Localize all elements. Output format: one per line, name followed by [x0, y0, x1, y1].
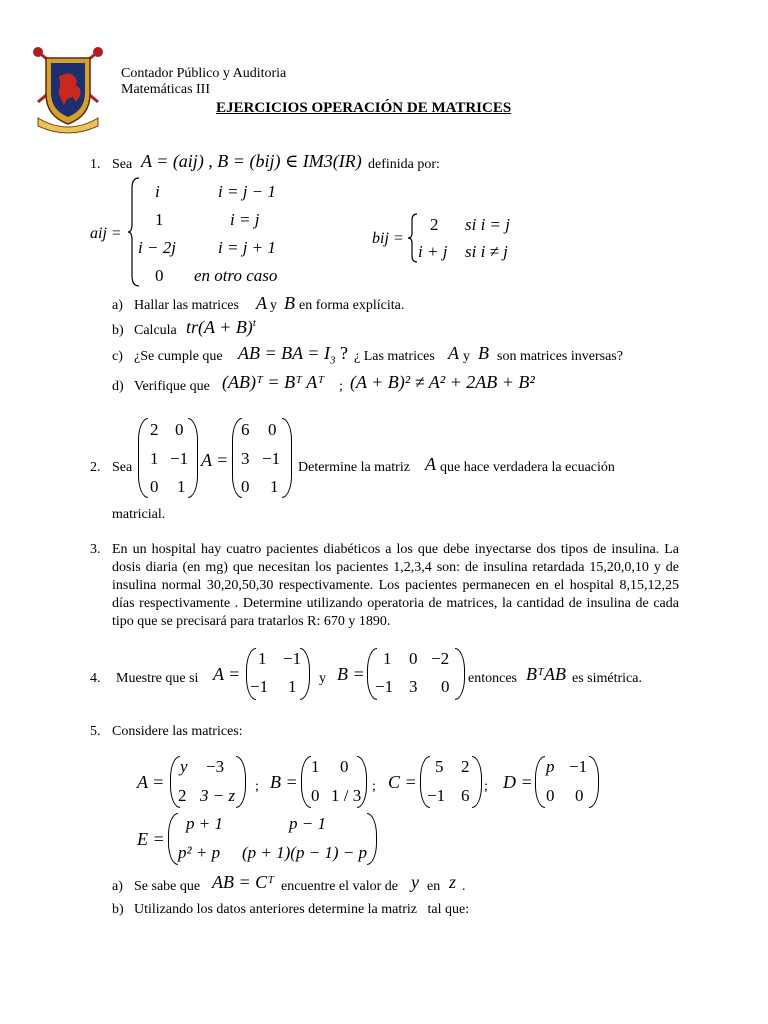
- ex2-text1: Determine la matriz: [298, 460, 410, 475]
- ex4-A-cell: −1: [250, 677, 269, 696]
- ex1-definition-expression: A = (aij) , B = (bij) ∈ IM3(IR): [141, 151, 362, 171]
- ex2-text3: matricial.: [112, 507, 166, 522]
- ex5-item-a-z: z: [449, 872, 457, 892]
- ex1-item-d-text: Verifique que: [134, 379, 210, 394]
- ex1-definida: definida por:: [368, 157, 440, 172]
- ex1-item-c-B: B: [478, 343, 489, 363]
- ex5-E-cell: p + 1: [186, 814, 223, 833]
- bij-row1-value: 2: [430, 215, 439, 234]
- ex2-m1-right-paren: [188, 418, 198, 498]
- ex2-m1-cell: 1: [177, 477, 186, 496]
- ex1-item-c-text3: son matrices inversas?: [497, 349, 623, 364]
- ex5-item-a-text2: encuentre el valor de: [281, 879, 398, 894]
- ex1-item-a-y: y: [270, 298, 277, 313]
- page-title: EJERCICIOS OPERACIÓN DE MATRICES: [216, 100, 512, 116]
- ex2-A: A: [425, 454, 436, 474]
- ex2-m1-cell: 0: [175, 420, 184, 439]
- ex5-C-label: C =: [388, 772, 417, 792]
- ex5-sep: ;: [484, 779, 488, 794]
- ex2-m1-cell: −1: [170, 449, 189, 468]
- ex5-D-left-paren: [535, 756, 545, 808]
- ex4-B-cell: −2: [431, 649, 450, 668]
- aij-row4-cond: en otro caso: [194, 266, 278, 285]
- ex4-text3: es simétrica.: [572, 671, 642, 686]
- university-seal-logo: [32, 44, 104, 134]
- ex5-D-right-paren: [589, 756, 599, 808]
- ex5-A-label: A =: [137, 772, 165, 792]
- ex4-A-cell: 1: [288, 677, 297, 696]
- ex5-E-cell: p − 1: [289, 814, 326, 833]
- ex2-sea: Sea: [112, 460, 133, 475]
- ex5-E-cell: p² + p: [178, 843, 221, 862]
- ex5-sep: ;: [372, 779, 376, 794]
- ex2-m1-cell: 2: [150, 420, 159, 439]
- ex1-item-a-B: B: [284, 293, 295, 313]
- ex5-E-cell: (p + 1)(p − 1) − p: [242, 843, 368, 862]
- ex2-m1-cell: 1: [150, 449, 159, 468]
- subject-name: Matemáticas III: [121, 82, 211, 97]
- ex2-m1-left-paren: [138, 418, 148, 498]
- ex5-B-cell: 0: [311, 786, 320, 805]
- aij-row4-value: 0: [155, 266, 164, 285]
- ex5-E-left-paren: [168, 813, 178, 865]
- ex1-item-b-letter: b): [112, 323, 124, 338]
- ex5-A-cell: y: [180, 757, 188, 776]
- ex1-item-b-text: Calcula: [134, 323, 177, 338]
- aij-row2-value: 1: [155, 210, 164, 229]
- ex5-C-right-paren: [472, 756, 482, 808]
- ex5-C-cell: 6: [461, 786, 470, 805]
- ex5-text: Considere las matrices:: [112, 724, 243, 739]
- ex1-item-c-y: y: [463, 349, 470, 364]
- aij-row3-cond: i = j + 1: [218, 238, 276, 257]
- ex5-D-cell: p: [546, 757, 555, 776]
- bij-row2-cond: si i ≠ j: [465, 242, 508, 261]
- aij-brace: [128, 176, 140, 288]
- ex1-item-b-expr: $tr(A + B)^t$: [186, 317, 256, 337]
- bij-brace: [408, 212, 418, 264]
- ex5-D-cell: 0: [546, 786, 555, 805]
- ex4-B-cell: 1: [383, 649, 392, 668]
- ex5-item-a-text1: Se sabe que: [134, 879, 201, 894]
- bij-row1-cond: si i = j: [465, 215, 511, 234]
- ex5-B-label: B =: [270, 772, 298, 792]
- ex4-B-cell: 0: [441, 677, 450, 696]
- ex1-item-d-expr2: (A + B)² ≠ A² + 2AB + B²: [350, 372, 535, 392]
- ex1-sea: Sea: [112, 157, 133, 172]
- ex5-item-b-letter: b): [112, 902, 124, 917]
- ex5-A-cell: 3 − z: [200, 786, 236, 805]
- ex3-number: 3.: [90, 542, 101, 557]
- ex5-A-cell: 2: [178, 786, 187, 805]
- ex2-m2-cell: 1: [270, 477, 279, 496]
- ex2-m2-cell: 6: [241, 420, 250, 439]
- ex4-A-right-paren: [300, 648, 310, 700]
- ex4-text1: Muestre que si: [116, 671, 199, 686]
- ex1-item-a-A: A: [256, 293, 267, 313]
- bij-row2-value: i + j: [418, 242, 448, 261]
- ex4-B-cell: −1: [375, 677, 394, 696]
- ex5-item-a-expr: AB = Cᵀ: [212, 872, 275, 892]
- ex5-E-right-paren: [367, 813, 377, 865]
- ex2-m2-cell: 0: [241, 477, 250, 496]
- aij-row1-cond: i = j − 1: [218, 182, 276, 201]
- ex4-A-label: A =: [213, 664, 241, 684]
- ex1-item-c-text2: ¿ Las matrices: [354, 349, 435, 364]
- ex5-C-cell: 5: [435, 757, 444, 776]
- ex2-a-equals: A =: [201, 450, 229, 470]
- ex5-A-right-paren: [236, 756, 246, 808]
- ex2-m2-right-paren: [282, 418, 292, 498]
- ex4-B-cell: 3: [409, 677, 418, 696]
- ex5-B-cell: 1 / 3: [331, 786, 362, 805]
- ex1-item-d-sep: ;: [339, 379, 343, 394]
- ex1-item-a-text1: Hallar las matrices: [134, 298, 239, 313]
- ex5-D-cell: −1: [569, 757, 588, 776]
- ex1-item-a-letter: a): [112, 298, 123, 313]
- ex5-sep: ;: [255, 779, 259, 794]
- ex5-A-cell: −3: [206, 757, 225, 776]
- ex1-item-a-text2: en forma explícita.: [299, 298, 405, 313]
- ex5-B-right-paren: [357, 756, 367, 808]
- ex2-m1-cell: 0: [150, 477, 159, 496]
- ex5-C-cell: 2: [461, 757, 470, 776]
- ex1-item-c-text1: ¿Se cumple que: [134, 349, 223, 364]
- ex5-D-label: D =: [503, 772, 533, 792]
- ex1-number: 1.: [90, 157, 101, 172]
- ex5-E-label: E =: [137, 829, 165, 849]
- ex3-text: En un hospital hay cuatro pacientes diabéticos a los que debe inyectarse dos tipos de insulina. La dosis diaria (en mg) que necesitan los pacientes 1,2,3,4 son: de insulina retardada 15,20,0,10 y de insulina normal 30,20,50,30 respectivamente. Los pacientes permanecen en el hospital 8,15,12,25 días respectivamente . Determine utilizando operatoria de matrices, la cantidad de insulina de cada tipo que se precisará para tratarlos R: 670 y 1890.: [112, 542, 679, 629]
- ex5-item-a-dot: .: [462, 879, 466, 894]
- ex4-B-cell: 0: [409, 649, 418, 668]
- ex2-text2: que hace verdadera la ecuación: [440, 460, 615, 475]
- ex5-item-a-y: y: [411, 872, 419, 892]
- ex4-text2: entonces: [468, 671, 517, 686]
- ex2-m2-cell: −1: [262, 449, 281, 468]
- aij-row2-cond: i = j: [230, 210, 260, 229]
- ex5-item-a-letter: a): [112, 879, 123, 894]
- ex1-item-c-expr: AB = BA = $I_3$ ?: [238, 343, 348, 367]
- ex1-item-d-expr1: (AB)ᵀ = Bᵀ Aᵀ: [222, 372, 325, 392]
- aij-label: aij =: [90, 225, 122, 242]
- ex5-item-a-en: en: [427, 879, 441, 894]
- ex1-item-d-letter: d): [112, 379, 124, 394]
- ex5-item-b-text: Utilizando los datos anteriores determine la matriz tal que:: [134, 902, 470, 917]
- ex4-y: y: [319, 671, 326, 686]
- ex2-m2-cell: 0: [268, 420, 277, 439]
- aij-row3-value: i − 2j: [138, 238, 176, 257]
- ex5-number: 5.: [90, 724, 101, 739]
- ex2-number: 2.: [90, 460, 101, 475]
- ex2-m2-cell: 3: [241, 449, 250, 468]
- ex5-C-cell: −1: [427, 786, 446, 805]
- ex4-A-cell: 1: [258, 649, 267, 668]
- ex4-expr: BᵀAB: [526, 664, 566, 684]
- ex1-item-c-A: A: [448, 343, 459, 363]
- ex4-A-cell: −1: [283, 649, 302, 668]
- bij-label: bij =: [372, 230, 404, 247]
- aij-row1-value: i: [155, 182, 160, 201]
- ex1-item-c-letter: c): [112, 349, 123, 364]
- course-name: Contador Público y Auditoria: [121, 66, 287, 81]
- ex4-B-label: B =: [337, 664, 365, 684]
- ex5-B-cell: 1: [311, 757, 320, 776]
- ex5-B-cell: 0: [340, 757, 349, 776]
- ex5-B-left-paren: [301, 756, 311, 808]
- ex5-D-cell: 0: [575, 786, 584, 805]
- ex4-number: 4.: [90, 671, 101, 686]
- ex4-B-right-paren: [455, 648, 465, 700]
